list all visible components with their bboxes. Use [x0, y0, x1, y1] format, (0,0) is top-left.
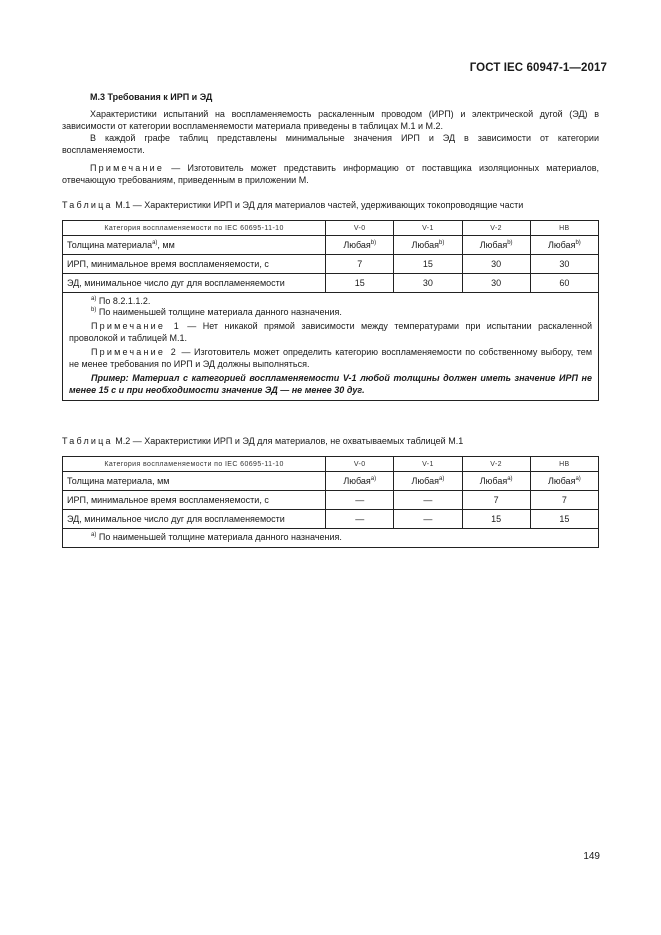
table-2-caption	[62, 436, 463, 446]
table-cell: 7	[530, 491, 598, 510]
table-1-caption	[62, 200, 523, 210]
table-cell: Любая$^{a)}$	[326, 472, 394, 491]
table-cell: Любая$^{a)}$	[394, 472, 462, 491]
table-notes	[63, 293, 599, 401]
table-cell: 60	[530, 274, 598, 293]
table-row	[63, 236, 599, 255]
table-2-caption-text: М.2 — Характеристики ИРП и ЭД для материалов, не охватываемых таблицей М.1	[112, 436, 464, 446]
table-cell: 30	[462, 274, 530, 293]
table-cell: Любая$^{a)}$	[462, 472, 530, 491]
section-title: М.3 Требования к ИРП и ЭД	[90, 92, 213, 102]
footnote-b: $^{b)}$ По наименьшей толщине материала данного назначения.	[91, 307, 342, 317]
table-cell: 15	[326, 274, 394, 293]
table-1	[62, 220, 599, 401]
table-cell: 7	[462, 491, 530, 510]
table-1-caption-label: Таблица	[62, 200, 113, 210]
table-row	[63, 274, 599, 293]
table-header-cell: V-1	[394, 457, 462, 472]
table-row	[63, 221, 599, 236]
table-header-cell: Категория воспламеняемости по IEC 60695-11-10	[63, 457, 326, 472]
table-cell: Любая$^{b)}$	[462, 236, 530, 255]
table-header-cell: V-0	[326, 221, 394, 236]
table-header-cell: HB	[530, 457, 598, 472]
table-cell: 30	[462, 255, 530, 274]
row-label: ИРП, минимальное время воспламеняемости, с	[63, 491, 326, 510]
table-row	[63, 472, 599, 491]
row-label: Толщина материала, мм	[63, 472, 326, 491]
table-header-cell: V-2	[462, 221, 530, 236]
table-row	[63, 255, 599, 274]
note-text: — Изготовитель может представить информацию от поставщика изоляционных материалов, отвечающую требованиям, приведенным в приложении М.	[62, 163, 599, 185]
note-label: Примечание	[90, 163, 165, 173]
footnote-a: $^{a)}$ По наименьшей толщине материала данного назначения.	[91, 532, 342, 542]
table-cell: Любая$^{b)}$	[394, 236, 462, 255]
table-cell: 30	[394, 274, 462, 293]
row-label: Толщина материала$^{a)}$, мм	[63, 236, 326, 255]
table-row	[63, 491, 599, 510]
table-cell: Любая$^{b)}$	[326, 236, 394, 255]
table-notes	[63, 529, 599, 548]
table-cell: Любая$^{a)}$	[530, 472, 598, 491]
table-cell: —	[326, 491, 394, 510]
footnote-a: $^{a)}$ По 8.2.1.1.2.	[91, 296, 151, 306]
table-cell: 30	[530, 255, 598, 274]
table-example: Пример: Материал с категорией воспламеняемости V-1 любой толщины должен иметь значение ИРП не менее 15 с и при необходимости значение ЭД — не менее 30 дуг.	[69, 373, 592, 395]
table-2-caption-label: Таблица	[62, 436, 113, 446]
table-header-cell: HB	[530, 221, 598, 236]
table-notes-row	[63, 293, 599, 401]
note-paragraph	[62, 162, 599, 186]
table-note-1: Примечание 1 — Нет никакой прямой зависимости между температурами при испытании раскаленной проволокой и таблицей М.1.	[69, 321, 592, 343]
table-notes-row	[63, 529, 599, 548]
paragraph-1: Характеристики испытаний на воспламеняемость раскаленным проводом (ИРП) и электрической дугой (ЭД) в зависимости от категории воспламеняемости материала приведены в таблицах М.1 и М.2.	[62, 109, 599, 131]
table-cell: —	[394, 510, 462, 529]
table-header-cell: Категория воспламеняемости по IEC 60695-11-10	[63, 221, 326, 236]
table-cell: 15	[394, 255, 462, 274]
table-header-cell: V-0	[326, 457, 394, 472]
table-row	[63, 510, 599, 529]
row-label: ЭД, минимальное число дуг для воспламеняемости	[63, 274, 326, 293]
table-note-2: Примечание 2 — Изготовитель может определить категорию воспламеняемости по собственному выбору, тем не менее требования по ИРП и ЭД должны выполняться.	[69, 347, 593, 369]
page-number: 149	[583, 851, 600, 862]
document-header: ГОСТ IEC 60947-1—2017	[469, 62, 607, 74]
table-cell: —	[326, 510, 394, 529]
table-cell: Любая$^{b)}$	[530, 236, 598, 255]
table-cell: 15	[530, 510, 598, 529]
row-label: ИРП, минимальное время воспламеняемости, с	[63, 255, 326, 274]
table-header-cell: V-1	[394, 221, 462, 236]
table-cell: 7	[326, 255, 394, 274]
table-2	[62, 456, 599, 548]
table-1-caption-text: М.1 — Характеристики ИРП и ЭД для материалов частей, удерживающих токопроводящие части	[112, 200, 524, 210]
table-cell: —	[394, 491, 462, 510]
paragraph-2: В каждой графе таблиц представлены минимальные значения ИРП и ЭД в зависимости от категории воспламеняемости.	[62, 133, 599, 155]
table-cell: 15	[462, 510, 530, 529]
table-row	[63, 457, 599, 472]
table-header-cell: V-2	[462, 457, 530, 472]
row-label: ЭД, минимальное число дуг для воспламеняемости	[63, 510, 326, 529]
